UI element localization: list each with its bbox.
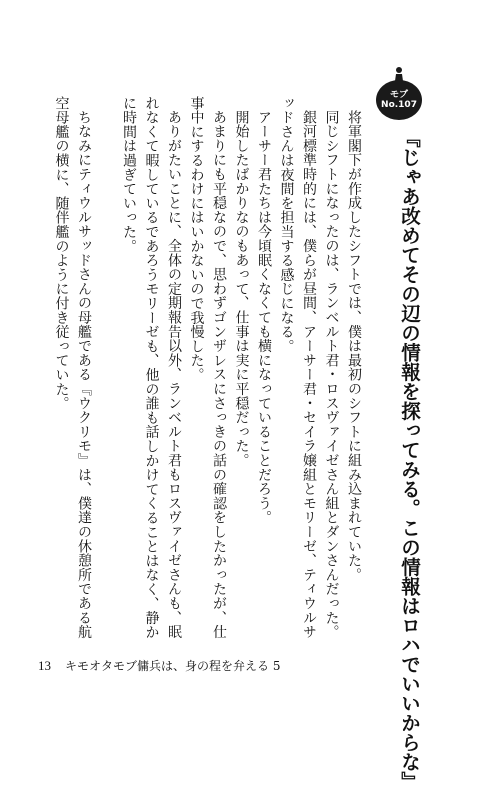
paragraph: あまりにも平穏なので、思わずゴンザレスにさっきの話の確認をしたかったが、仕事中にするわけにはいかないので我慢した。 (188, 96, 227, 640)
blank-line (95, 96, 118, 644)
page-footer (38, 659, 280, 673)
chapter-heading: 『じゃあ改めてその辺の情報を探ってみる。この情報はロハでいいからな』 (398, 128, 421, 791)
body-text (53, 96, 365, 644)
mob-number: No.107 (381, 100, 417, 110)
book-title: キモオタモブ傭兵は、身の程を弁える 5 (65, 659, 281, 673)
paragraph: 開始したばかりなのもあって、仕事は実に平穏だった。 (233, 110, 250, 468)
paragraph: ありがたいことに、全体の定期報告以外、ランベルト君もロスヴァイゼさんも、眠れなくて暇しているであろうモリーゼも、他の誰も話しかけてくることはなく、静かに時間は過ぎていった。 (121, 96, 182, 640)
paragraph: 銀河標準時的には、僕らが昼間、アーサー君・セイラ嬢組とモリーゼ、ティウルサッドさんは夜間を担当する感じになる。 (278, 96, 317, 640)
mob-label: モブ (389, 90, 408, 100)
paragraph: 将軍閣下が作成したシフトでは、僕は最初のシフトに組み込まれていた。 (346, 110, 362, 582)
mob-badge (376, 66, 422, 124)
mob-number-circle (376, 80, 422, 120)
page-number: 13 (38, 658, 51, 673)
paragraph: アーサー君たちは今頃眠くなくても横になっていることだろう。 (256, 110, 272, 525)
paragraph: 同じシフトになったのは、ランベルト君・ロスヴァイゼさん組とダンさんだった。 (323, 110, 340, 640)
paragraph: ちなみにティウルサッドさんの母艦である『ウクリモ』は、僕達の休憩所である航空母艦の横に、随伴艦のように付き従っていた。 (53, 96, 92, 640)
